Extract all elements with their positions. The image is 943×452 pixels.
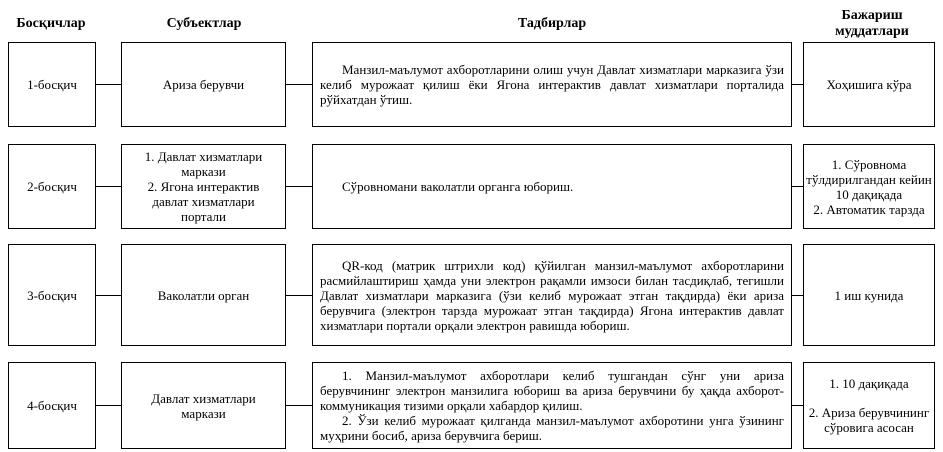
action-text-1: Манзил-маълумот ахборотларини олиш учун Давлат хизматлари марказига ўзи келиб мурожаат қилиш ёки Ягона интерактив давлат хизматлари порталида рўйхатдан ўтиш.: [320, 62, 784, 107]
deadline-text-3: 1 иш кунида: [834, 287, 904, 303]
action-text-4b: 2. Ўзи келиб мурожаат қилганда манзил-маълумот ахборотини унга ўзининг муҳрини босиб, ариза берувчига бериш.: [320, 413, 784, 443]
stage-label-4: 4-босқич: [27, 398, 77, 413]
connector-1b: [286, 84, 312, 85]
connector-2c: [792, 186, 803, 187]
deadline-text-4-spacer: [804, 391, 934, 405]
subject-text-3: Ваколатли орган: [157, 287, 250, 303]
subject-box-2: [121, 144, 286, 229]
action-box-4: [312, 362, 792, 449]
connector-1c: [792, 84, 803, 85]
stage-box-2: [8, 144, 96, 229]
action-text-2: Сўровномани ваколатли органга юбориш.: [342, 179, 574, 194]
subject-text-4: Давлат хизматлари маркази: [151, 390, 256, 421]
subject-text-1: Ариза берувчи: [162, 77, 245, 92]
action-text-4a: 1. Манзил-маълумот ахборотлари келиб тушгандан сўнг уни ариза берувчининг электрон манзилига юбориш ва ариза берувчини бу ҳақда ахборот-коммуникация тизими орқали хабардор қилиш.: [320, 368, 784, 413]
deadline-box-4: [803, 362, 935, 449]
deadline-text-2b: 2. Автоматик тарзда: [813, 201, 925, 217]
subject-box-1: [121, 42, 286, 127]
connector-3c: [792, 295, 803, 296]
stage-label-3: 3-босқич: [27, 287, 77, 303]
action-box-3: [312, 244, 792, 346]
stage-box-4: [8, 362, 96, 449]
subject-box-4: [121, 362, 286, 449]
header-deadlines-line1: Бажариш: [841, 8, 903, 23]
deadline-text-4a: 1. 10 дақиқада: [829, 376, 909, 391]
connector-1a: [96, 84, 121, 85]
stage-box-3: [8, 244, 96, 346]
action-box-1: [312, 42, 792, 127]
connector-4a: [96, 405, 121, 406]
deadline-text-4b: 2. Ариза берувчининг сўровига асосан: [808, 405, 930, 435]
deadline-text-1: Хоҳишига кўра: [826, 77, 912, 92]
stage-label-1: 1-босқич: [27, 77, 77, 92]
connector-2a: [96, 186, 121, 187]
deadline-box-3: [803, 244, 935, 346]
connector-4b: [286, 405, 312, 406]
connector-3a: [96, 295, 121, 296]
header-deadlines: [802, 8, 942, 40]
header-stages: Босқичлар: [16, 16, 86, 31]
stage-label-2: 2-босқич: [27, 179, 77, 194]
connector-2b: [286, 186, 312, 187]
header-subjects: Субъектлар: [166, 16, 242, 31]
action-box-2: [312, 144, 792, 229]
subject-text-2a: 1. Давлат хизматлари маркази: [144, 149, 263, 179]
subject-box-3: [121, 244, 286, 346]
stage-box-1: [8, 42, 96, 127]
connector-4c: [792, 405, 803, 406]
action-text-3: QR-код (матрик штрихли код) қўйилган манзил-маълумот ахборотларини расмийлаштириш ҳамда уни электрон рақамли имзоси билан тасдиқлаб, тегишли Давлат хизматлари марказига (ўзи келиб мурожаат этган тақдирда) ёки ариза берувчига (электрон тарзда мурожаат этган тақдирда) Ягона интерактив давлат хизматлари портали орқали электрон равишда юбориш.: [320, 257, 784, 333]
header-actions: Тадбирлар: [517, 16, 587, 31]
subject-text-2b: 2. Ягона интерактив давлат хизматлари портали: [147, 179, 260, 224]
header-deadlines-line2: муддатлари: [835, 24, 909, 39]
connector-3b: [286, 295, 312, 296]
deadline-box-2: [803, 144, 935, 229]
deadline-text-2a: 1. Сўровнома тўлдирилгандан кейин 10 дақиқада: [806, 156, 932, 202]
deadline-box-1: [803, 42, 935, 127]
